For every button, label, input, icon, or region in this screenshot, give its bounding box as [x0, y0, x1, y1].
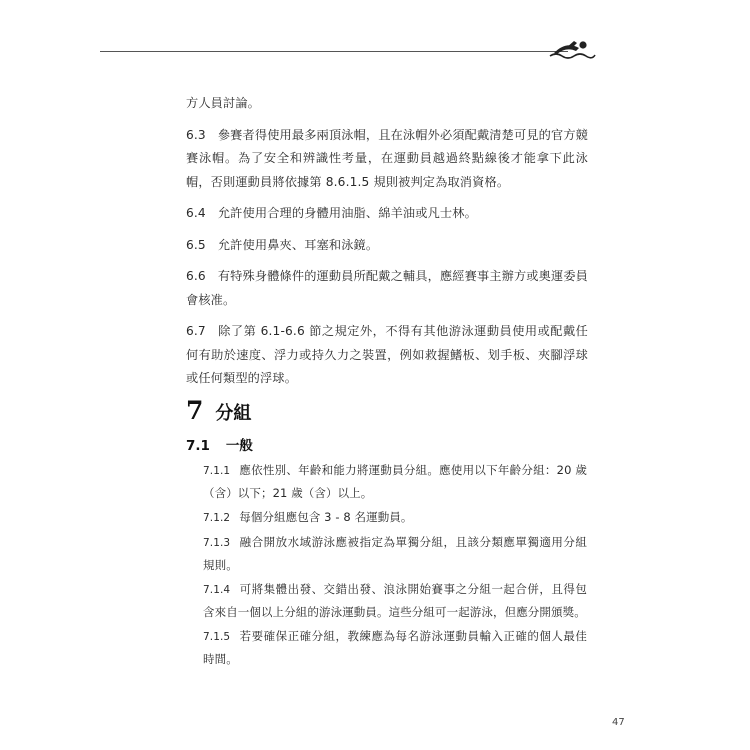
rule-text: 可將集體出發、交錯出發、浪泳開始賽事之分組一起合併，且得包含來自一個以上分組的游泳運動員。這些分組可一起游泳，但應分開頒獎。 — [203, 582, 587, 619]
rule-text: 除了第 6.1-6.6 節之規定外，不得有其他游泳運動員使用或配戴任何有助於速度、浮力或持久力之裝置，例如救握鰭板、划手板、夾腳浮球或任何類型的浮球。 — [186, 324, 588, 385]
rule-text: 每個分組應包含 3 - 8 名運動員。 — [239, 510, 413, 524]
rule-text: 參賽者得使用最多兩頂泳帽，且在泳帽外必須配戴清楚可見的官方競賽泳帽。為了安全和辨識性考量，在運動員越過終點線後才能拿下此泳帽，否則運動員將依據第 8.6.1.5 規則被判定為取消資格。 — [186, 127, 588, 189]
rule-number: 7.1.1 — [203, 465, 231, 477]
rules-7-1-items — [203, 459, 587, 672]
rule-7-1-4 — [203, 578, 587, 623]
rule-7-1-1 — [203, 459, 587, 504]
rule-6-5 — [186, 234, 588, 258]
rule-number: 7.1.2 — [203, 512, 231, 524]
rule-number: 6.4 — [186, 206, 206, 220]
rule-number: 7.1.3 — [203, 537, 231, 549]
rule-7-1-5 — [203, 625, 587, 670]
subsection-title-text: 一般 — [225, 438, 253, 454]
rule-6-6 — [186, 265, 588, 312]
rule-number: 6.7 — [186, 324, 206, 338]
rule-number: 7.1.4 — [203, 584, 231, 596]
section-number: 7 — [186, 396, 204, 425]
rule-text: 允許使用鼻夾、耳塞和泳鏡。 — [217, 237, 379, 252]
rule-6-3 — [186, 124, 588, 195]
page-number: 47 — [612, 717, 625, 728]
rule-7-1-2 — [203, 506, 587, 529]
rule-number: 6.6 — [186, 269, 206, 283]
rule-text: 融合開放水域游泳應被指定為單獨分組，且該分類應單獨適用分組規則。 — [203, 535, 587, 572]
rule-text: 允許使用合理的身體用油脂、綿羊油或凡士林。 — [217, 206, 477, 220]
paragraph-text: 方人員討論。 — [186, 96, 261, 110]
rule-text: 有特殊身體條件的運動員所配戴之輔具，應經賽事主辦方或奧運委員會核准。 — [186, 269, 588, 307]
rule-number: 7.1.5 — [203, 631, 231, 643]
rule-6-7 — [186, 320, 588, 391]
section-title-text: 分組 — [215, 403, 252, 424]
rule-number: 6.5 — [186, 237, 206, 252]
header-rule — [100, 51, 568, 52]
rule-text: 應依性別、年齡和能力將運動員分組。應使用以下年齡分組：20 歲（含）以下；21 歲（含）以上。 — [203, 463, 587, 500]
subsection-number: 7.1 — [186, 438, 210, 454]
subsection-heading — [186, 434, 253, 454]
swimmer-icon — [548, 36, 596, 62]
rule-text: 若要確保正確分組，教練應為每名游泳運動員輸入正確的個人最佳時間。 — [203, 629, 587, 666]
rules-section-6-body — [186, 92, 588, 399]
rule-6-4 — [186, 202, 588, 226]
rule-number: 6.3 — [186, 127, 206, 142]
section-heading — [186, 396, 251, 429]
paragraph-continued — [186, 92, 588, 116]
rule-7-1-3 — [203, 531, 587, 576]
